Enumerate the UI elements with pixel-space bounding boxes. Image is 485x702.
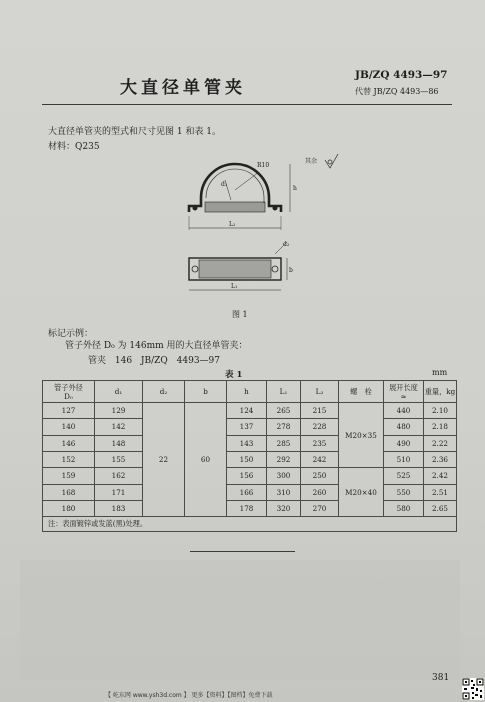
cell-length: 440 (384, 403, 424, 419)
l1-label: L₁ (231, 283, 238, 290)
header-d2: d₂ (143, 381, 185, 403)
cell-mass: 2.18 (424, 419, 457, 435)
table-row (43, 500, 457, 516)
cell-d1: 155 (95, 451, 143, 467)
cell-bolt-a: M20×35 (339, 403, 384, 468)
cell-d0: 168 (43, 484, 95, 500)
table-row (43, 484, 457, 500)
cell-mass: 2.10 (424, 403, 457, 419)
cell-d1: 162 (95, 468, 143, 484)
cell-l2: 260 (301, 484, 339, 500)
scan-shading (20, 560, 460, 680)
header-l1: L₁ (267, 381, 301, 403)
header-d0: 管子外径 D₀ (43, 381, 95, 403)
cell-d0: 180 (43, 500, 95, 516)
top-view (189, 242, 287, 290)
table-row (43, 468, 457, 484)
cell-d0: 127 (43, 403, 95, 419)
table-row (43, 403, 457, 419)
material-text: 材料：Q235 (48, 142, 100, 152)
cell-mass: 2.65 (424, 500, 457, 516)
end-rule (190, 551, 295, 552)
cell-b: 60 (185, 403, 227, 517)
dimension-table (42, 380, 457, 532)
d2-label: d₂ (283, 241, 290, 248)
watermark-footer: 【 屹东网 www.ysh3d.com 】 更多【资料】【图档】免费下载 (105, 692, 273, 699)
cell-h: 150 (227, 451, 267, 467)
cell-length: 550 (384, 484, 424, 500)
cell-l2: 270 (301, 500, 339, 516)
cell-d0: 159 (43, 468, 95, 484)
cell-h: 124 (227, 403, 267, 419)
finish-label: 其余 (305, 158, 318, 165)
cell-d1: 129 (95, 403, 143, 419)
table-row (43, 419, 457, 435)
table-unit: mm (432, 368, 448, 377)
table-note-row (43, 517, 457, 532)
cell-mass: 2.51 (424, 484, 457, 500)
standard-number: JB/ZQ 4493—97 (355, 69, 448, 81)
page-number: 381 (432, 673, 450, 683)
cell-l1: 320 (267, 500, 301, 516)
cell-l2: 235 (301, 435, 339, 451)
radius-label: R10 (257, 162, 270, 169)
cell-l1: 292 (267, 451, 301, 467)
table-row (43, 435, 457, 451)
cell-l2: 228 (301, 419, 339, 435)
cell-d0: 140 (43, 419, 95, 435)
cell-h: 137 (227, 419, 267, 435)
d1-label: d₁ (221, 181, 228, 188)
pipe-clamp-drawing (175, 150, 345, 300)
cell-l1: 265 (267, 403, 301, 419)
cell-mass: 2.36 (424, 451, 457, 467)
cell-mass: 2.42 (424, 468, 457, 484)
cell-h: 166 (227, 484, 267, 500)
cell-d1: 142 (95, 419, 143, 435)
cell-l2: 250 (301, 468, 339, 484)
l2-label: L₂ (229, 221, 236, 228)
example-marking: 管夹 146 JB/ZQ 4493—97 (88, 356, 221, 366)
cell-l2: 242 (301, 451, 339, 467)
h-label: h (293, 185, 297, 192)
cell-length: 525 (384, 468, 424, 484)
cell-h: 178 (227, 500, 267, 516)
cell-l1: 285 (267, 435, 301, 451)
header-rule (42, 104, 452, 105)
table-title: 表 1 (225, 370, 243, 380)
cell-mass: 2.22 (424, 435, 457, 451)
cell-length: 480 (384, 419, 424, 435)
header-bolt: 螺 栓 (339, 381, 384, 403)
qr-code-icon (462, 678, 484, 700)
table-note: 注：表面镀锌或发蓝(黑)处理。 (43, 517, 457, 532)
front-view (189, 164, 290, 230)
cell-d1: 171 (95, 484, 143, 500)
table-row (43, 451, 457, 467)
cell-l2: 215 (301, 403, 339, 419)
cell-length: 580 (384, 500, 424, 516)
intro-text: 大直径单管夹的型式和尺寸见图 1 和表 1。 (48, 127, 222, 137)
cell-d1: 183 (95, 500, 143, 516)
cell-length: 510 (384, 451, 424, 467)
header-h: h (227, 381, 267, 403)
replaced-standard: 代替 JB/ZQ 4493—86 (355, 87, 439, 96)
figure-caption: 图 1 (232, 310, 248, 319)
cell-d1: 148 (95, 435, 143, 451)
cell-d0: 152 (43, 451, 95, 467)
cell-h: 156 (227, 468, 267, 484)
header-d1: d₁ (95, 381, 143, 403)
finish-symbol (325, 154, 338, 168)
example-label: 标记示例： (48, 329, 94, 339)
cell-l1: 300 (267, 468, 301, 484)
cell-l1: 310 (267, 484, 301, 500)
header-length: 展开长度 ≈ (384, 381, 424, 403)
cell-d0: 146 (43, 435, 95, 451)
table-header-row (43, 381, 457, 403)
page-title: 大直径单管夹 (120, 78, 246, 98)
header-mass: 重量，kg (424, 381, 457, 403)
cell-l1: 278 (267, 419, 301, 435)
cell-length: 490 (384, 435, 424, 451)
cell-bolt-b: M20×40 (339, 468, 384, 517)
cell-h: 143 (227, 435, 267, 451)
b-label: b (289, 267, 293, 274)
header-l2: L₂ (301, 381, 339, 403)
cell-d2: 22 (143, 403, 185, 517)
header-b: b (185, 381, 227, 403)
example-description: 管子外径 D₀ 为 146mm 用的大直径单管夹： (65, 341, 248, 351)
